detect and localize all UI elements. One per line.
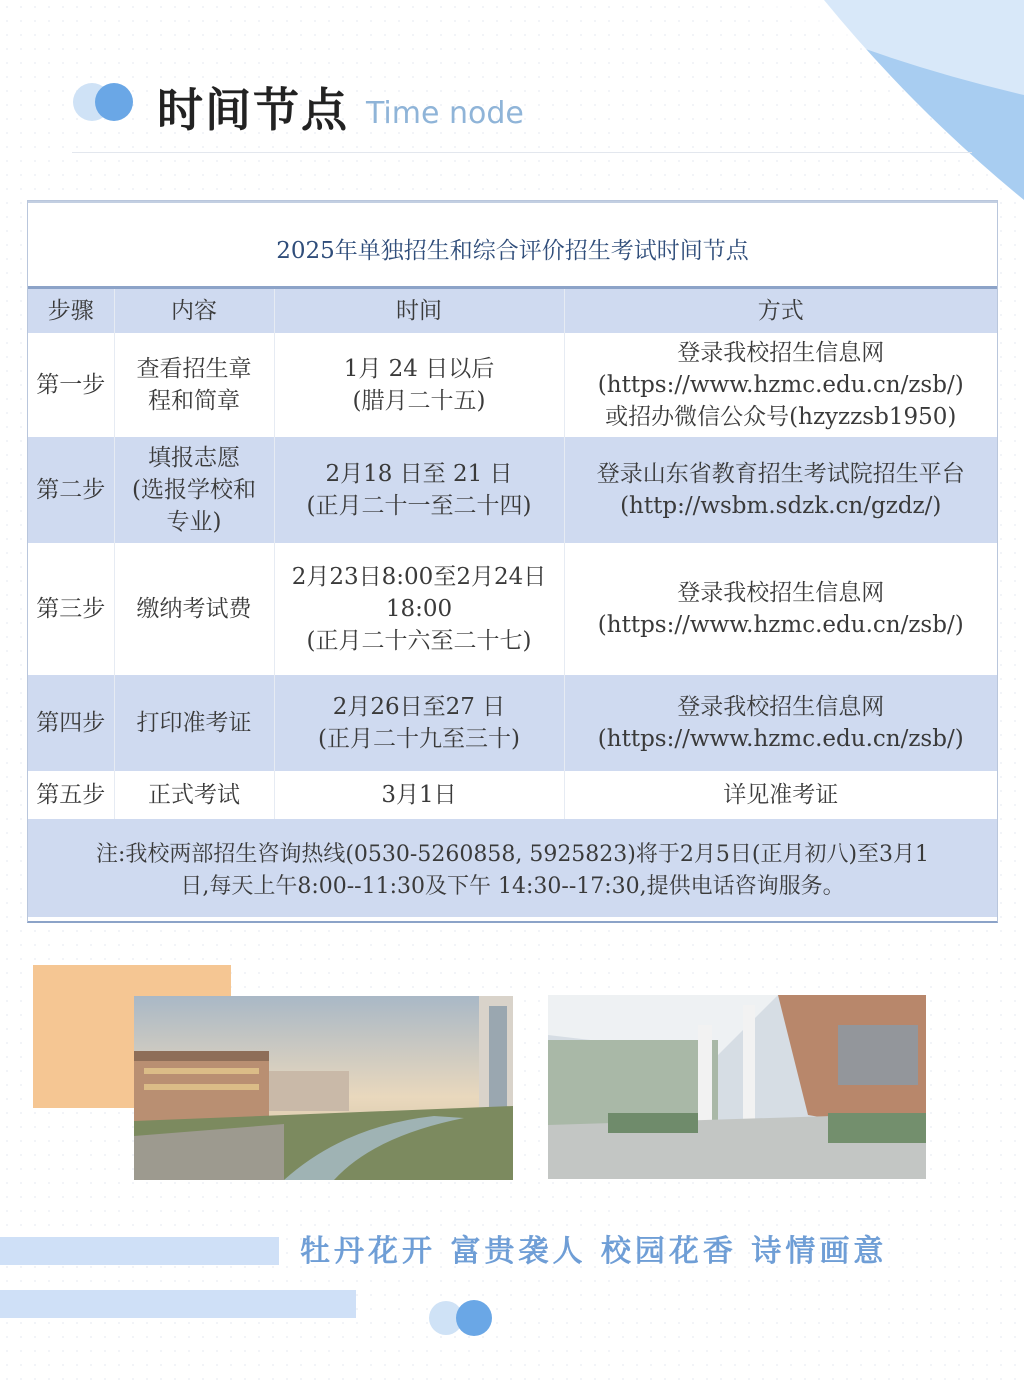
cell-line: 18:00	[385, 596, 453, 622]
step-cell: 第四步	[28, 675, 114, 771]
cell-line: 登录我校招生信息网	[677, 580, 885, 606]
time-cell	[274, 333, 564, 437]
cell-line: (正月二十九至三十)	[318, 726, 520, 752]
slogan-text: 牡丹花开 富贵袭人 校园花香 诗情画意	[300, 1234, 888, 1269]
cell-line: 1月 24 日以后	[343, 356, 495, 382]
decor-bar	[0, 1290, 356, 1318]
content-cell: 打印准考证	[114, 675, 274, 771]
corner-decoration	[704, 0, 1024, 200]
cell-line: (腊月二十五)	[352, 388, 486, 414]
table-title: 2025年单独招生和综合评价招生考试时间节点	[28, 201, 997, 289]
note-line: 注:我校两部招生咨询热线(0530-5260858, 5925823)将于2月5日(正月初八)至3月1	[95, 842, 930, 867]
cell-line: (http://wsbm.sdzk.cn/gzdz/)	[620, 493, 942, 519]
cell-line: (https://www.hzmc.edu.cn/zsb/)	[597, 612, 964, 638]
method-cell	[564, 543, 997, 675]
column-header: 时间	[274, 289, 564, 333]
cell-line: (https://www.hzmc.edu.cn/zsb/)	[597, 372, 964, 398]
cell-line: 2月26日至27 日	[332, 694, 506, 720]
step-cell: 第五步	[28, 771, 114, 819]
schedule-table	[27, 200, 998, 923]
cell-line: (https://www.hzmc.edu.cn/zsb/)	[597, 726, 964, 752]
method-cell	[564, 437, 997, 543]
decor-bar	[0, 1237, 279, 1265]
header-divider	[72, 152, 972, 153]
cell-line: 或招办微信公众号(hzyzzsb1950)	[605, 404, 957, 430]
cell-line: 2月18 日至 21 日	[325, 461, 513, 487]
step-cell: 第二步	[28, 437, 114, 543]
cell-line: 登录我校招生信息网	[677, 340, 885, 366]
table-row	[28, 675, 997, 771]
cell-line: 登录山东省教育招生考试院招生平台	[596, 461, 965, 487]
cell-line: (选报学校和	[132, 477, 256, 503]
footer-dots-icon	[428, 1298, 498, 1338]
content-cell	[114, 333, 274, 437]
method-cell	[564, 675, 997, 771]
table-header-row	[28, 289, 997, 333]
time-cell	[274, 543, 564, 675]
cell-line: 查看招生章	[136, 356, 252, 382]
method-cell	[564, 333, 997, 437]
step-cell: 第一步	[28, 333, 114, 437]
cell-line: (正月二十六至二十七)	[306, 628, 532, 654]
page-subtitle: Time node	[366, 96, 524, 131]
time-cell	[274, 437, 564, 543]
column-header: 方式	[757, 298, 804, 324]
content-cell	[114, 437, 274, 543]
content-cell: 正式考试	[114, 771, 274, 819]
method-cell: 详见准考证	[723, 782, 839, 808]
note-line: 日,每天上午8:00--11:30及下午 14:30--17:30,提供电话咨询服务。	[180, 874, 845, 899]
column-header: 内容	[114, 289, 274, 333]
step-cell: 第三步	[28, 543, 114, 675]
campus-photo-corridor	[548, 995, 926, 1179]
table-row	[28, 437, 997, 543]
header-dots-icon	[70, 82, 140, 122]
table-row	[28, 543, 997, 675]
cell-line: 填报志愿	[148, 445, 240, 471]
cell-line: (正月二十一至二十四)	[306, 493, 532, 519]
table-row	[28, 771, 997, 819]
cell-line: 2月23日8:00至2月24日	[291, 564, 547, 590]
cell-line: 程和简章	[148, 388, 240, 414]
content-cell: 缴纳考试费	[114, 543, 274, 675]
time-cell	[274, 675, 564, 771]
column-header: 步骤	[28, 289, 114, 333]
cell-line: 登录我校招生信息网	[677, 694, 885, 720]
time-cell: 3月1日	[274, 771, 564, 819]
table-note	[28, 819, 997, 917]
cell-line: 专业)	[166, 509, 222, 535]
table-row	[28, 333, 997, 437]
campus-photo-waterfront	[134, 996, 513, 1180]
page-title: 时间节点	[157, 83, 349, 137]
